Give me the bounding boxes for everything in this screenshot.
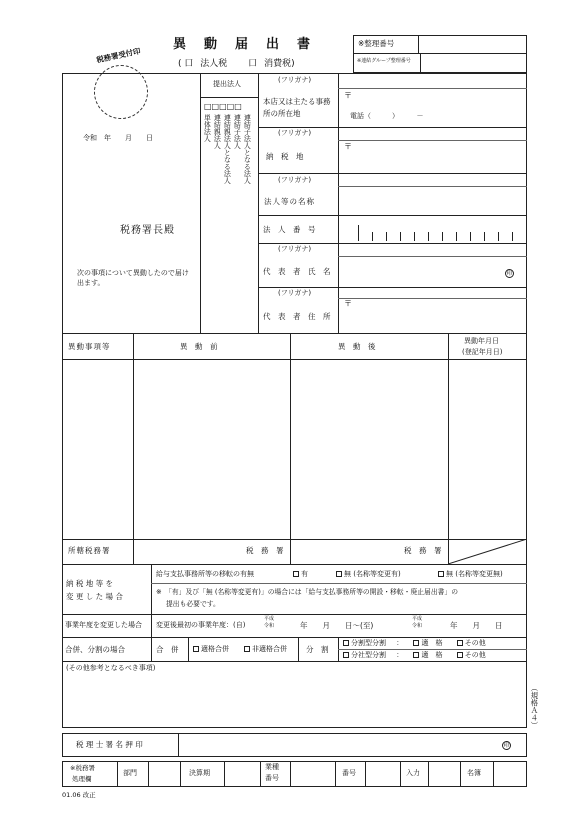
bango-label: 番号 — [342, 769, 356, 777]
name-label: 法人等の名称 — [264, 197, 315, 206]
hitekikaku-gappei-checkbox[interactable] — [244, 646, 250, 652]
furigana-label-2: (フリガナ) — [278, 129, 312, 137]
tax-accountant-seal — [502, 740, 511, 750]
nozei-postal-mark: 〒 — [344, 142, 352, 151]
other-notes-label: (その他参考となるべき事項) — [66, 664, 156, 672]
salary-no-changed-checkbox[interactable] — [336, 571, 342, 577]
nozei-change-label-2: 変 更 し た 場 合 — [66, 592, 123, 601]
teishutsu-option-tantai: 単体法人 — [203, 114, 212, 142]
form-title: 異動届出書 — [173, 37, 329, 52]
gyoshu-label-1: 業種 — [265, 763, 279, 771]
fiscal-era-2: 令和 — [264, 623, 275, 629]
date-label: 令和 年 月 日 — [83, 134, 153, 142]
teishutsu-checkboxes[interactable]: □□□□□ — [204, 102, 242, 111]
notice-text: 次の事項について異動したので届け出ます。 — [77, 269, 189, 288]
tax-accountant-seal-circle: 印 — [503, 742, 510, 749]
office-use-label-1: ※税務署 — [70, 764, 95, 772]
nozei-change-label-1: 納 税 地 等 を — [66, 579, 114, 588]
furigana-label-5: (フリガナ) — [278, 289, 312, 297]
bunsha-type-row: 分割型分割 ： 適 格 その他 — [343, 640, 486, 647]
rep-address-postal-mark: 〒 — [344, 299, 352, 308]
fiscal-to-ymd: 年 月 日 — [450, 621, 503, 630]
salary-no-unchanged-checkbox[interactable] — [438, 571, 444, 577]
tekikaku-gappei-checkbox[interactable] — [193, 646, 199, 652]
meibo-label: 名簿 — [467, 769, 481, 777]
fiscal-from-ymd: 年 月 日～(至) — [300, 621, 374, 630]
fiscal-era-3: 平成 — [412, 616, 423, 622]
tax-office-label: 税務署長殿 — [120, 225, 175, 236]
office-use-label-2: 処理欄 — [72, 775, 92, 783]
rep-name-label: 代 表 者 氏 名 — [263, 267, 331, 276]
fiscal-change-text: 変更後最初の事業年度：(自) — [156, 621, 246, 629]
bunsha2-type-tekikaku-checkbox[interactable] — [413, 652, 419, 658]
kessanki-label: 決算期 — [189, 769, 210, 777]
corporate-number-label: 法 人 番 号 — [263, 225, 316, 234]
bunsha2-type-sonota-checkbox[interactable] — [457, 652, 463, 658]
teishutsu-option-oya: 連結親法人 — [213, 114, 222, 149]
bunsha-type-checkbox[interactable] — [343, 640, 349, 646]
teishutsu-option-ko: 連結子法人 — [233, 114, 242, 149]
bunsha2-type-row: 分社型分割 ： 適 格 その他 — [343, 652, 486, 659]
tekikaku-gappei-option[interactable]: 適格合併 — [193, 646, 229, 653]
reception-stamp-label: 税務署受付印 — [95, 46, 142, 65]
bunsha-type-tekikaku-checkbox[interactable] — [413, 640, 419, 646]
furigana-label-4: (フリガナ) — [278, 245, 312, 253]
shouhi-label: 消費税) — [264, 59, 295, 69]
salary-office-question: 給与支払事務所等の移転の有無 — [156, 570, 254, 578]
office-date-diagonal — [448, 539, 527, 564]
bumon-label: 部門 — [123, 769, 137, 777]
office-before-suffix: 税 務 署 — [246, 546, 284, 555]
subtitle-open-paren: ( — [178, 59, 182, 69]
address-label: 本店又は主たる事務所の所在地 — [263, 97, 331, 118]
version-label: 01.06 改正 — [62, 791, 96, 799]
shouhi-checkbox[interactable]: 口 — [248, 59, 258, 69]
change-date-header: 異動年月日 — [464, 337, 499, 345]
tax-accountant-label: 税 理 士 署 名 押 印 — [76, 740, 143, 749]
salary-option-yes[interactable]: 有 — [293, 571, 308, 578]
fiscal-era-1: 平成 — [264, 616, 275, 622]
salary-option-no-changed[interactable]: 無 (名称等変更有) — [336, 571, 401, 578]
houjin-checkbox[interactable]: 口 — [184, 59, 194, 69]
furigana-label-1: (フリガナ) — [278, 76, 312, 84]
rep-address-label: 代 表 者 住 所 — [263, 312, 331, 321]
salary-note-line-2: 提出も必要です。 — [166, 600, 220, 608]
corporate-number-ticks[interactable] — [340, 225, 525, 242]
teishutsu-option-oya-naru: 連結親法人となる法人 — [223, 114, 232, 184]
fiscal-era-4: 令和 — [412, 623, 423, 629]
gappei-label: 合 併 — [156, 645, 179, 654]
tax-type-selector — [178, 56, 295, 69]
teishutsu-option-ko-naru: 連結子法人となる法人 — [243, 114, 252, 184]
fiscal-change-label: 事業年度を変更した場合 — [65, 621, 142, 629]
change-after-header: 異 動 後 — [338, 342, 376, 351]
change-item-header: 異動事項等 — [68, 342, 111, 351]
nyuryoku-label: 入力 — [406, 769, 420, 777]
office-after-suffix: 税 務 署 — [404, 546, 442, 555]
change-date-subheader: (登記年月日) — [462, 348, 503, 356]
change-before-header: 異 動 前 — [180, 342, 218, 351]
salary-yes-checkbox[interactable] — [293, 571, 299, 577]
phone-label: 電話（ ） － — [350, 112, 424, 120]
merger-label: 合併、分割の場合 — [65, 645, 125, 654]
salary-option-no-unchanged[interactable]: 無 (名称等変更無) — [438, 571, 503, 578]
teishutsu-header: 提出法人 — [213, 80, 241, 88]
bunkatsu-label: 分 割 — [306, 645, 329, 654]
reception-stamp-circle — [94, 65, 148, 119]
rep-seal-mark — [505, 268, 514, 278]
paper-size-note: （規格Ａ４） — [529, 684, 539, 729]
gyoshu-label-2: 番号 — [265, 774, 279, 782]
seiri-number-label: ※整理番号 — [358, 39, 395, 48]
bunsha-type-sonota-checkbox[interactable] — [457, 640, 463, 646]
houjin-label: 法人税 — [200, 59, 228, 69]
nozei-label: 納 税 地 — [266, 152, 304, 161]
salary-note-line-1: ※ 「有」及び「無 (名称等変更有)」の場合には「給与支払事務所等の開設・移転・廃止届出書」の — [156, 588, 459, 596]
office-row-label: 所轄税務署 — [68, 546, 111, 555]
address-postal-mark: 〒 — [344, 91, 352, 100]
furigana-label-3: (フリガナ) — [278, 176, 312, 184]
rep-seal-circle: 印 — [506, 270, 513, 277]
bunsha2-type-checkbox[interactable] — [343, 652, 349, 658]
group-number-label: ※連結グループ整理番号 — [357, 58, 411, 64]
hitekikaku-gappei-option[interactable]: 非適格合併 — [244, 646, 287, 653]
